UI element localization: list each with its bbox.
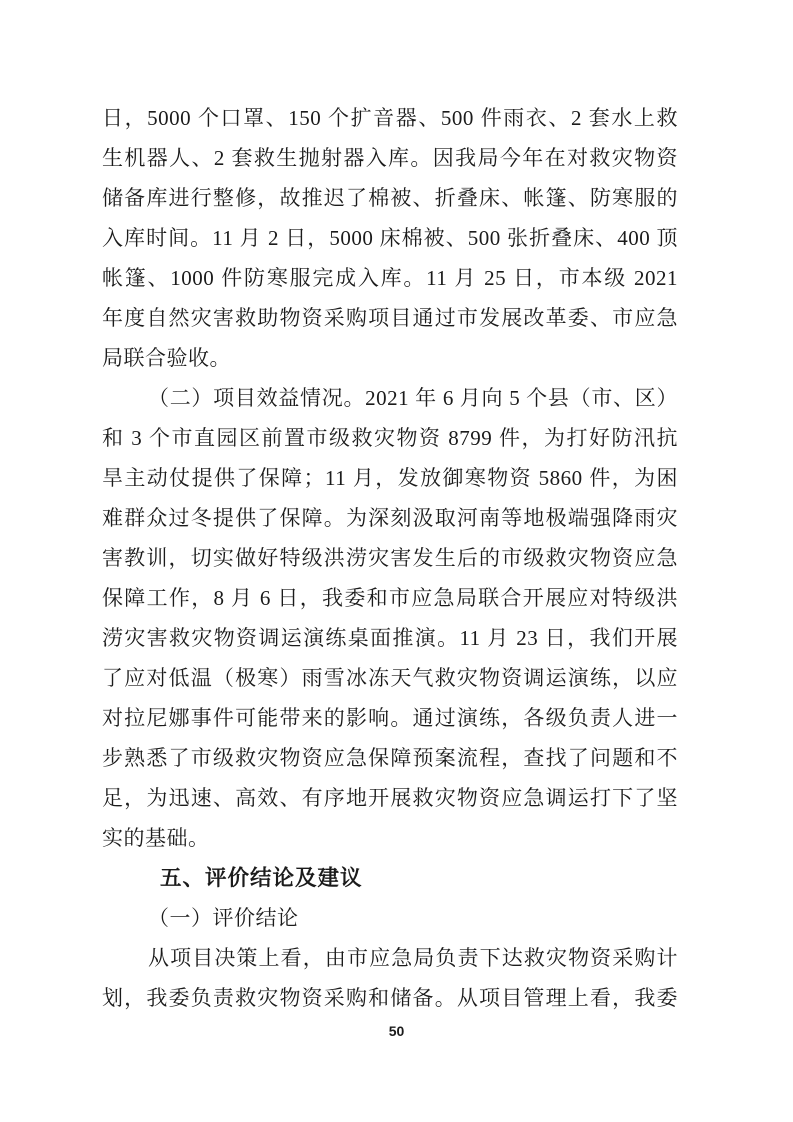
text-line: 入库时间。11 月 2 日，5000 床棉被、500 张折叠床、400 顶: [102, 226, 678, 250]
text-line: 对拉尼娜事件可能带来的影响。通过演练，各级负责人进一: [102, 706, 678, 730]
page-number: 50: [388, 1023, 405, 1039]
text-line: 步熟悉了市级救灾物资应急保障预案流程，查找了问题和不: [102, 746, 678, 770]
text-line: 年度自然灾害救助物资采购项目通过市发展改革委、市应急: [102, 306, 678, 330]
text-line: 日，5000 个口罩、150 个扩音器、500 件雨衣、2 套水上救: [102, 106, 678, 130]
paragraph-evaluation-conclusion: [102, 938, 678, 1018]
text-line: 储备库进行整修，故推迟了棉被、折叠床、帐篷、防寒服的: [102, 186, 678, 210]
text-line: 涝灾害救灾物资调运演练桌面推演。11 月 23 日，我们开展: [102, 626, 678, 650]
paragraph-storage-completion: [102, 98, 678, 378]
text-line: 局联合验收。: [102, 346, 231, 370]
text-line: 从项目决策上看，由市应急局负责下达救灾物资采购计: [148, 946, 678, 970]
paragraph-project-benefits: [102, 378, 678, 858]
text-line: （二）项目效益情况。2021 年 6 月向 5 个县（市、区）: [148, 386, 678, 410]
text-line: 害教训，切实做好特级洪涝灾害发生后的市级救灾物资应急: [102, 546, 678, 570]
text-line: 实的基础。: [102, 826, 210, 850]
subsection-heading: （一）评价结论: [148, 906, 299, 930]
text-line: 旱主动仗提供了保障；11 月，发放御寒物资 5860 件，为困: [102, 466, 678, 490]
text-line: 生机器人、2 套救生抛射器入库。因我局今年在对救灾物资: [102, 146, 678, 170]
text-line: 和 3 个市直园区前置市级救灾物资 8799 件，为打好防汛抗: [102, 426, 678, 450]
text-line: 难群众过冬提供了保障。为深刻汲取河南等地极端强降雨灾: [102, 506, 678, 530]
body-text: [102, 98, 678, 1018]
text-line: 了应对低温（极寒）雨雪冰冻天气救灾物资调运演练，以应: [102, 666, 678, 690]
text-line: 足，为迅速、高效、有序地开展救灾物资应急调运打下了坚: [102, 786, 678, 810]
text-line: 划，我委负责救灾物资采购和储备。从项目管理上看，我委: [102, 986, 678, 1010]
text-line: 帐篷、1000 件防寒服完成入库。11 月 25 日，市本级 2021: [102, 266, 678, 290]
text-line: 保障工作，8 月 6 日，我委和市应急局联合开展应对特级洪: [102, 586, 678, 610]
section-heading: 五、评价结论及建议: [160, 866, 363, 890]
